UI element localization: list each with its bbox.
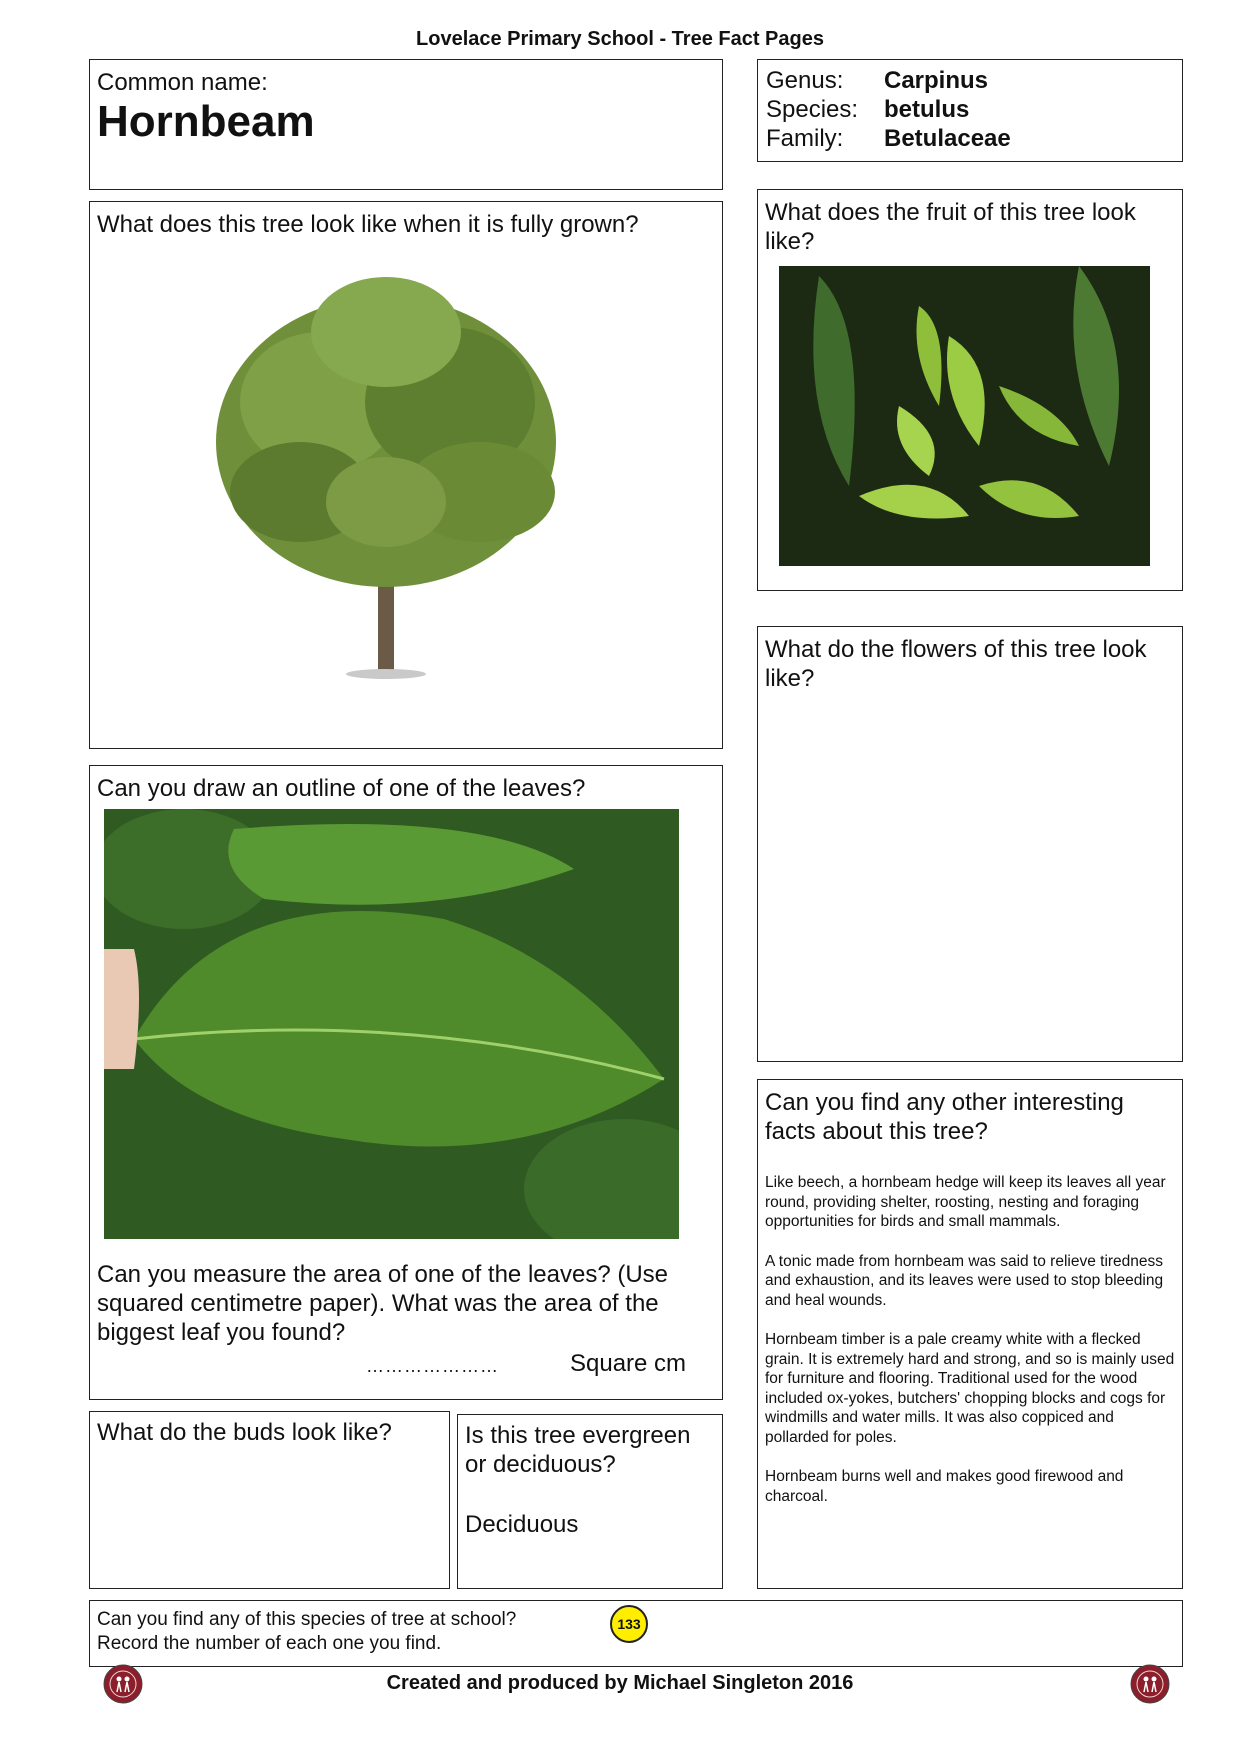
genus-label: Genus:	[766, 67, 844, 94]
species-row	[766, 95, 969, 124]
area-unit-label: Square cm	[570, 1350, 687, 1377]
flowers-question: What do the flowers of this tree look like?	[765, 636, 1147, 692]
fruit-question: What does the fruit of this tree look like?	[765, 199, 1136, 255]
taxonomy-box	[757, 59, 1183, 162]
family-row	[766, 124, 1011, 153]
leaf-outline-question: Can you draw an outline of one of the leaves?	[97, 775, 586, 802]
evergreen-answer: Deciduous	[465, 1511, 579, 1538]
area-answer-dots[interactable]: …………………	[366, 1356, 499, 1376]
page-number-badge: 133	[610, 1605, 648, 1643]
leaves-box	[89, 765, 723, 1400]
species-label: Species:	[766, 96, 859, 123]
leaf-image	[104, 809, 679, 1239]
fully-grown-box	[89, 201, 723, 749]
family-value: Betulaceae	[884, 125, 1011, 152]
footer-credit: Created and produced by Michael Singleton 2016	[386, 1672, 854, 1694]
school-count-line1: Can you find any of this species of tree at school?	[97, 1609, 517, 1630]
facts-box	[757, 1079, 1183, 1589]
evergreen-question: Is this tree evergreen or deciduous?	[465, 1422, 691, 1478]
page-header: Lovelace Primary School - Tree Fact Pages	[416, 28, 824, 50]
flowers-box	[757, 626, 1183, 1062]
school-logo-icon	[1130, 1664, 1170, 1704]
family-label: Family:	[766, 125, 844, 152]
species-value: betulus	[884, 96, 970, 123]
fact-paragraph: Like beech, a hornbeam hedge will keep its leaves all year round, providing shelter, roosting, nesting and foraging opportunities for birds and small mammals.	[765, 1174, 1166, 1230]
common-name-value: Hornbeam	[97, 97, 315, 146]
facts-question: Can you find any other interesting facts about this tree?	[765, 1089, 1124, 1145]
leaf-area-question: Can you measure the area of one of the leaves? (Use squared centimetre paper). What was the area of the biggest leaf you found?	[97, 1261, 669, 1346]
genus-value: Carpinus	[884, 67, 989, 94]
school-count-line2: Record the number of each one you find.	[97, 1633, 442, 1654]
evergreen-box	[457, 1414, 723, 1589]
common-name-label: Common name:	[97, 69, 268, 96]
fruit-box	[757, 189, 1183, 591]
buds-box	[89, 1411, 450, 1589]
fact-paragraph: A tonic made from hornbeam was said to relieve tiredness and exhaustion, and its leaves were used to stop bleeding and heal wounds.	[765, 1252, 1164, 1309]
genus-row	[766, 66, 988, 95]
fact-paragraph: Hornbeam timber is a pale creamy white with a flecked grain. It is extremely hard and strong, and so is mainly used for furniture and flooring. Traditional used for the wood included ox-yokes, butchers' chopping blocks and cogs for windmills and water mills. It was also coppiced and pollarded for poles.	[765, 1331, 1175, 1446]
fruit-image	[779, 266, 1150, 566]
tree-image	[200, 262, 610, 682]
buds-question: What do the buds look like?	[97, 1419, 392, 1446]
fully-grown-question: What does this tree look like when it is fully grown?	[97, 211, 639, 238]
fact-paragraph: Hornbeam burns well and makes good firewood and charcoal.	[765, 1468, 1124, 1505]
facts-text	[765, 1173, 1177, 1526]
common-name-box	[89, 59, 723, 190]
